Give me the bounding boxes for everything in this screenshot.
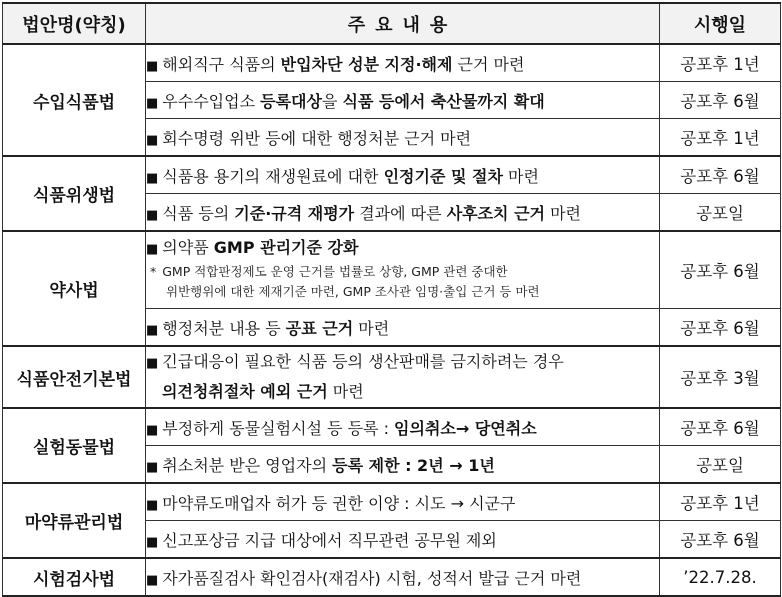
item-text-segment: 등록대상 [260, 91, 322, 111]
effective-date-cell: ’22.7.28. [660, 558, 781, 596]
item-text-segment: 결과에 따른 [354, 203, 447, 223]
content-second-line [146, 378, 659, 406]
item-text-segment: 마련 [327, 382, 364, 401]
content-cell [146, 346, 660, 408]
table-row [3, 483, 781, 521]
bullet-icon: ■ [146, 322, 159, 338]
item-text-segment: 의약품 [162, 237, 214, 257]
bullet-icon: ■ [146, 170, 159, 186]
content-cell [146, 156, 660, 194]
item-text-segment: 을 [321, 91, 343, 111]
bullet-icon: ■ [146, 572, 159, 588]
bullet-icon: ■ [146, 422, 159, 438]
content-cell [146, 44, 660, 82]
effective-date-cell: 공포후 1년 [660, 44, 781, 82]
content-cell [146, 309, 660, 347]
item-text-segment: 마약류도매업자 허가 등 권한 이양 : 시도 → 시군구 [162, 493, 516, 513]
item-text-segment: 신고포상금 지급 대상에서 직무관련 공무원 제외 [162, 530, 497, 550]
note-line-1: GMP 적합판정제도 운영 근거를 법률로 상향, GMP 관련 중대한 [162, 263, 508, 279]
content-cell [146, 483, 660, 521]
effective-date-cell: 공포후 6월 [660, 82, 781, 119]
bullet-icon: ■ [146, 241, 159, 257]
header-row [3, 3, 781, 44]
law-name-cell: 수입식품법 [3, 44, 146, 156]
header-effective-date: 시행일 [660, 3, 781, 44]
content-cell [146, 194, 660, 232]
law-summary-table [2, 2, 781, 597]
law-name-cell: 마약류관리법 [3, 483, 146, 558]
law-name-cell: 식품안전기본법 [3, 346, 146, 408]
item-text-segment: 의견청취절차 예외 근거 [162, 382, 328, 401]
effective-date-cell: 공포후 6월 [660, 309, 781, 347]
bullet-icon: ■ [146, 356, 159, 371]
law-name-cell: 식품위생법 [3, 156, 146, 231]
item-note [146, 258, 659, 306]
effective-date-cell: 공포후 1년 [660, 119, 781, 157]
item-text-segment: 식품 등에서 축산물까지 확대 [342, 91, 545, 111]
table-row [3, 231, 781, 309]
content-cell [146, 558, 660, 596]
content-cell [146, 82, 660, 119]
item-text-segment: 반입차단 성분 지정·해제 [280, 54, 453, 74]
law-name-cell: 실험동물법 [3, 408, 146, 483]
item-text-segment: 등록 제한 : 2년 → 1년 [332, 455, 495, 475]
bullet-icon: ■ [146, 58, 159, 74]
item-text-segment: 긴급대응이 필요한 식품 등의 생산판매를 금지하려는 경우 [162, 352, 564, 371]
effective-date-cell: 공포일 [660, 194, 781, 232]
item-text-segment: 취소처분 받은 영업자의 [162, 455, 333, 475]
item-text-segment: 식품 등의 [162, 203, 235, 223]
effective-date-cell: 공포후 6월 [660, 521, 781, 559]
content-cell [146, 521, 660, 559]
law-name-cell: 시험검사법 [3, 558, 146, 596]
law-name-cell: 약사법 [3, 231, 146, 346]
bullet-icon: ■ [146, 95, 159, 111]
table-row [3, 408, 781, 446]
item-text-segment: 마련 [353, 318, 390, 338]
item-text-segment: 임의취소→ 당연취소 [394, 418, 537, 438]
bullet-icon: ■ [146, 534, 159, 550]
item-text-segment: 회수명령 위반 등에 대한 행정처분 근거 마련 [162, 128, 472, 148]
item-text-segment: 근거 마련 [452, 54, 525, 74]
item-text-segment: 마련 [545, 203, 581, 223]
item-text-segment: 부정하게 동물실험시설 등 등록 : [162, 418, 395, 438]
effective-date-cell: 공포후 6월 [660, 408, 781, 446]
bullet-icon: ■ [146, 132, 159, 148]
effective-date-cell: 공포후 6월 [660, 231, 781, 309]
bullet-icon: ■ [146, 207, 159, 223]
table-row [3, 44, 781, 82]
effective-date-cell: 공포후 6월 [660, 156, 781, 194]
content-cell [146, 446, 660, 484]
content-cell [146, 119, 660, 157]
item-text-segment: 사후조치 근거 [446, 203, 545, 223]
item-text-segment: 마련 [502, 166, 539, 186]
item-text-segment: 자가품질검사 확인검사(재검사) 시험, 성적서 발급 근거 마련 [162, 568, 582, 588]
header-law-name: 법안명(약칭) [3, 3, 146, 44]
item-text-segment: 행정처분 내용 등 [162, 318, 286, 338]
note-mark: * [150, 263, 157, 279]
effective-date-cell: 공포일 [660, 446, 781, 484]
table-row [3, 156, 781, 194]
bullet-icon: ■ [146, 459, 159, 475]
item-text-segment: GMP 관리기준 강화 [213, 237, 359, 257]
content-cell [146, 231, 660, 309]
note-line-2: 위반행위에 대한 제재기준 마련, GMP 조사관 임명·출입 근거 등 마련 [166, 283, 540, 299]
header-content: 주요내용 [146, 3, 660, 44]
item-text-segment: 해외직구 식품의 [162, 54, 281, 74]
item-text-segment: 식품용 용기의 재생원료에 대한 [162, 166, 384, 186]
table-row [3, 346, 781, 408]
effective-date-cell: 공포후 3월 [660, 346, 781, 408]
item-text-segment: 기준·규격 재평가 [234, 203, 355, 223]
table-row [3, 558, 781, 596]
effective-date-cell: 공포후 1년 [660, 483, 781, 521]
content-cell [146, 408, 660, 446]
item-text-segment: 인정기준 및 절차 [383, 166, 503, 186]
item-text-segment: 우수수입업소 [162, 91, 261, 111]
bullet-icon: ■ [146, 497, 159, 513]
item-text-segment: 공표 근거 [285, 318, 354, 338]
